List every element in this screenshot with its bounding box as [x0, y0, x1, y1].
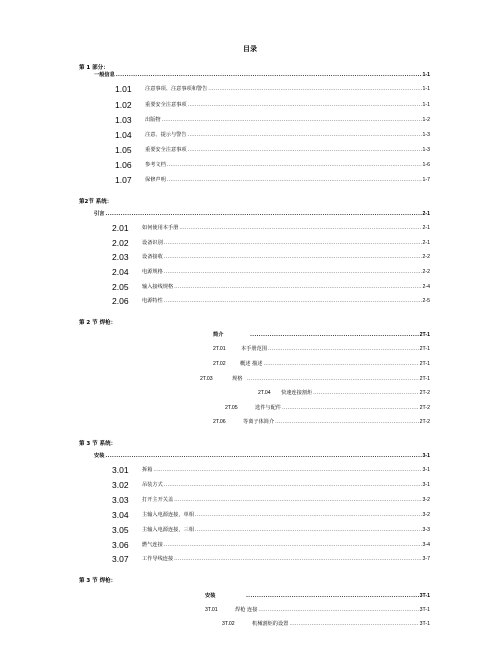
toc-entry[interactable]: 1.03 出版物 ..... 1-2 — [115, 116, 430, 124]
toc-entry[interactable]: 安装 ..... 3-1 — [94, 452, 430, 460]
toc-entry[interactable]: 2T.05 选件与配件 ..... 2T-2 — [225, 404, 430, 412]
toc-entry[interactable]: 2.02 设备识别 ..... 2-1 — [112, 239, 430, 247]
toc-entry[interactable]: 2T.02 概述 描述 ..... 2T-1 — [213, 360, 430, 368]
toc-entry[interactable]: 2.05 输入接线规格 ..... 2-4 — [112, 283, 430, 291]
toc-entry[interactable]: 3.06 燃气连接 ..... 3-4 — [112, 541, 430, 549]
section-heading-part3: 第 3 节 系统： — [79, 441, 117, 447]
section-heading-part2t: 第 2 节 焊枪： — [79, 320, 117, 326]
toc-entry[interactable]: 2.01 如何使用本手册 ..... 2-1 — [112, 224, 430, 232]
page-title: 目录 — [243, 45, 257, 53]
toc-entry[interactable]: 1.05 重要安全注意事项 ..... 1-3 — [115, 146, 430, 154]
toc-entry[interactable]: 1.07 保修声明 ..... 1-7 — [115, 176, 430, 184]
toc-entry[interactable]: 引言 ..... 2-1 — [94, 210, 430, 218]
toc-entry[interactable]: 1.01 注意事项、注意事项和警告 ..... 1-1 — [115, 85, 430, 93]
toc-entry[interactable]: 3.05 主输入电源连接，三相 ..... 3-3 — [112, 526, 430, 534]
section-heading-part2: 第2节 系统： — [79, 199, 113, 205]
toc-entry[interactable]: 3.03 打开主开关盖 ..... 3-2 — [112, 496, 430, 504]
toc-entry[interactable]: 3T.01 焊枪 连接 ..... 3T-1 — [205, 606, 430, 614]
toc-entry[interactable]: 2T.01 本手册范围 ..... 2T-1 — [213, 345, 430, 353]
toc-entry[interactable]: 3T.02 机械割炬的设置 ..... 3T-1 — [222, 620, 430, 628]
toc-entry[interactable]: 1.02 重要安全注意事项 ..... 1-1 — [115, 101, 430, 109]
toc-entry[interactable]: 2T.04 快速连接割炬 ..... 2T-2 — [258, 389, 430, 397]
leader-dots — [116, 71, 422, 79]
toc-entry[interactable]: 3.02 吊装方式 ..... 3-1 — [112, 481, 430, 489]
toc-entry[interactable]: 3.01 拆箱 ..... 3-1 — [112, 466, 430, 474]
toc-entry[interactable]: 3.07 工作导线连接 ..... 3-7 — [112, 555, 430, 563]
section-heading-part3t: 第 3 节 焊枪： — [79, 578, 117, 584]
toc-entry[interactable]: 1.06 参考文档 ..... 1-6 — [115, 161, 430, 169]
section-heading-part1: 第 1 部分： — [79, 65, 109, 71]
toc-entry[interactable]: 2.06 电源特性 ..... 2-5 — [112, 297, 430, 305]
toc-entry[interactable]: 一般信息 ..... 1-1 — [94, 71, 430, 79]
toc-entry[interactable]: 2.03 设备接收 ..... 2-2 — [112, 253, 430, 261]
toc-entry[interactable]: 3.04 主输入电源连接，单相 ..... 3-2 — [112, 511, 430, 519]
toc-entry[interactable]: 1.04 注意、提示与警告 ..... 1-3 — [115, 131, 430, 139]
toc-entry[interactable]: 简介 ..... 2T-1 — [213, 331, 430, 339]
toc-entry[interactable]: 2.04 电源规格 ..... 2-2 — [112, 268, 430, 276]
toc-entry[interactable]: 2T.06 等离子体简介 ..... 2T-2 — [213, 418, 430, 426]
toc-entry[interactable]: 安装 ..... 3T-1 — [205, 592, 430, 600]
toc-entry[interactable]: 2T.03 规格 ..... 2T-1 — [200, 375, 430, 383]
